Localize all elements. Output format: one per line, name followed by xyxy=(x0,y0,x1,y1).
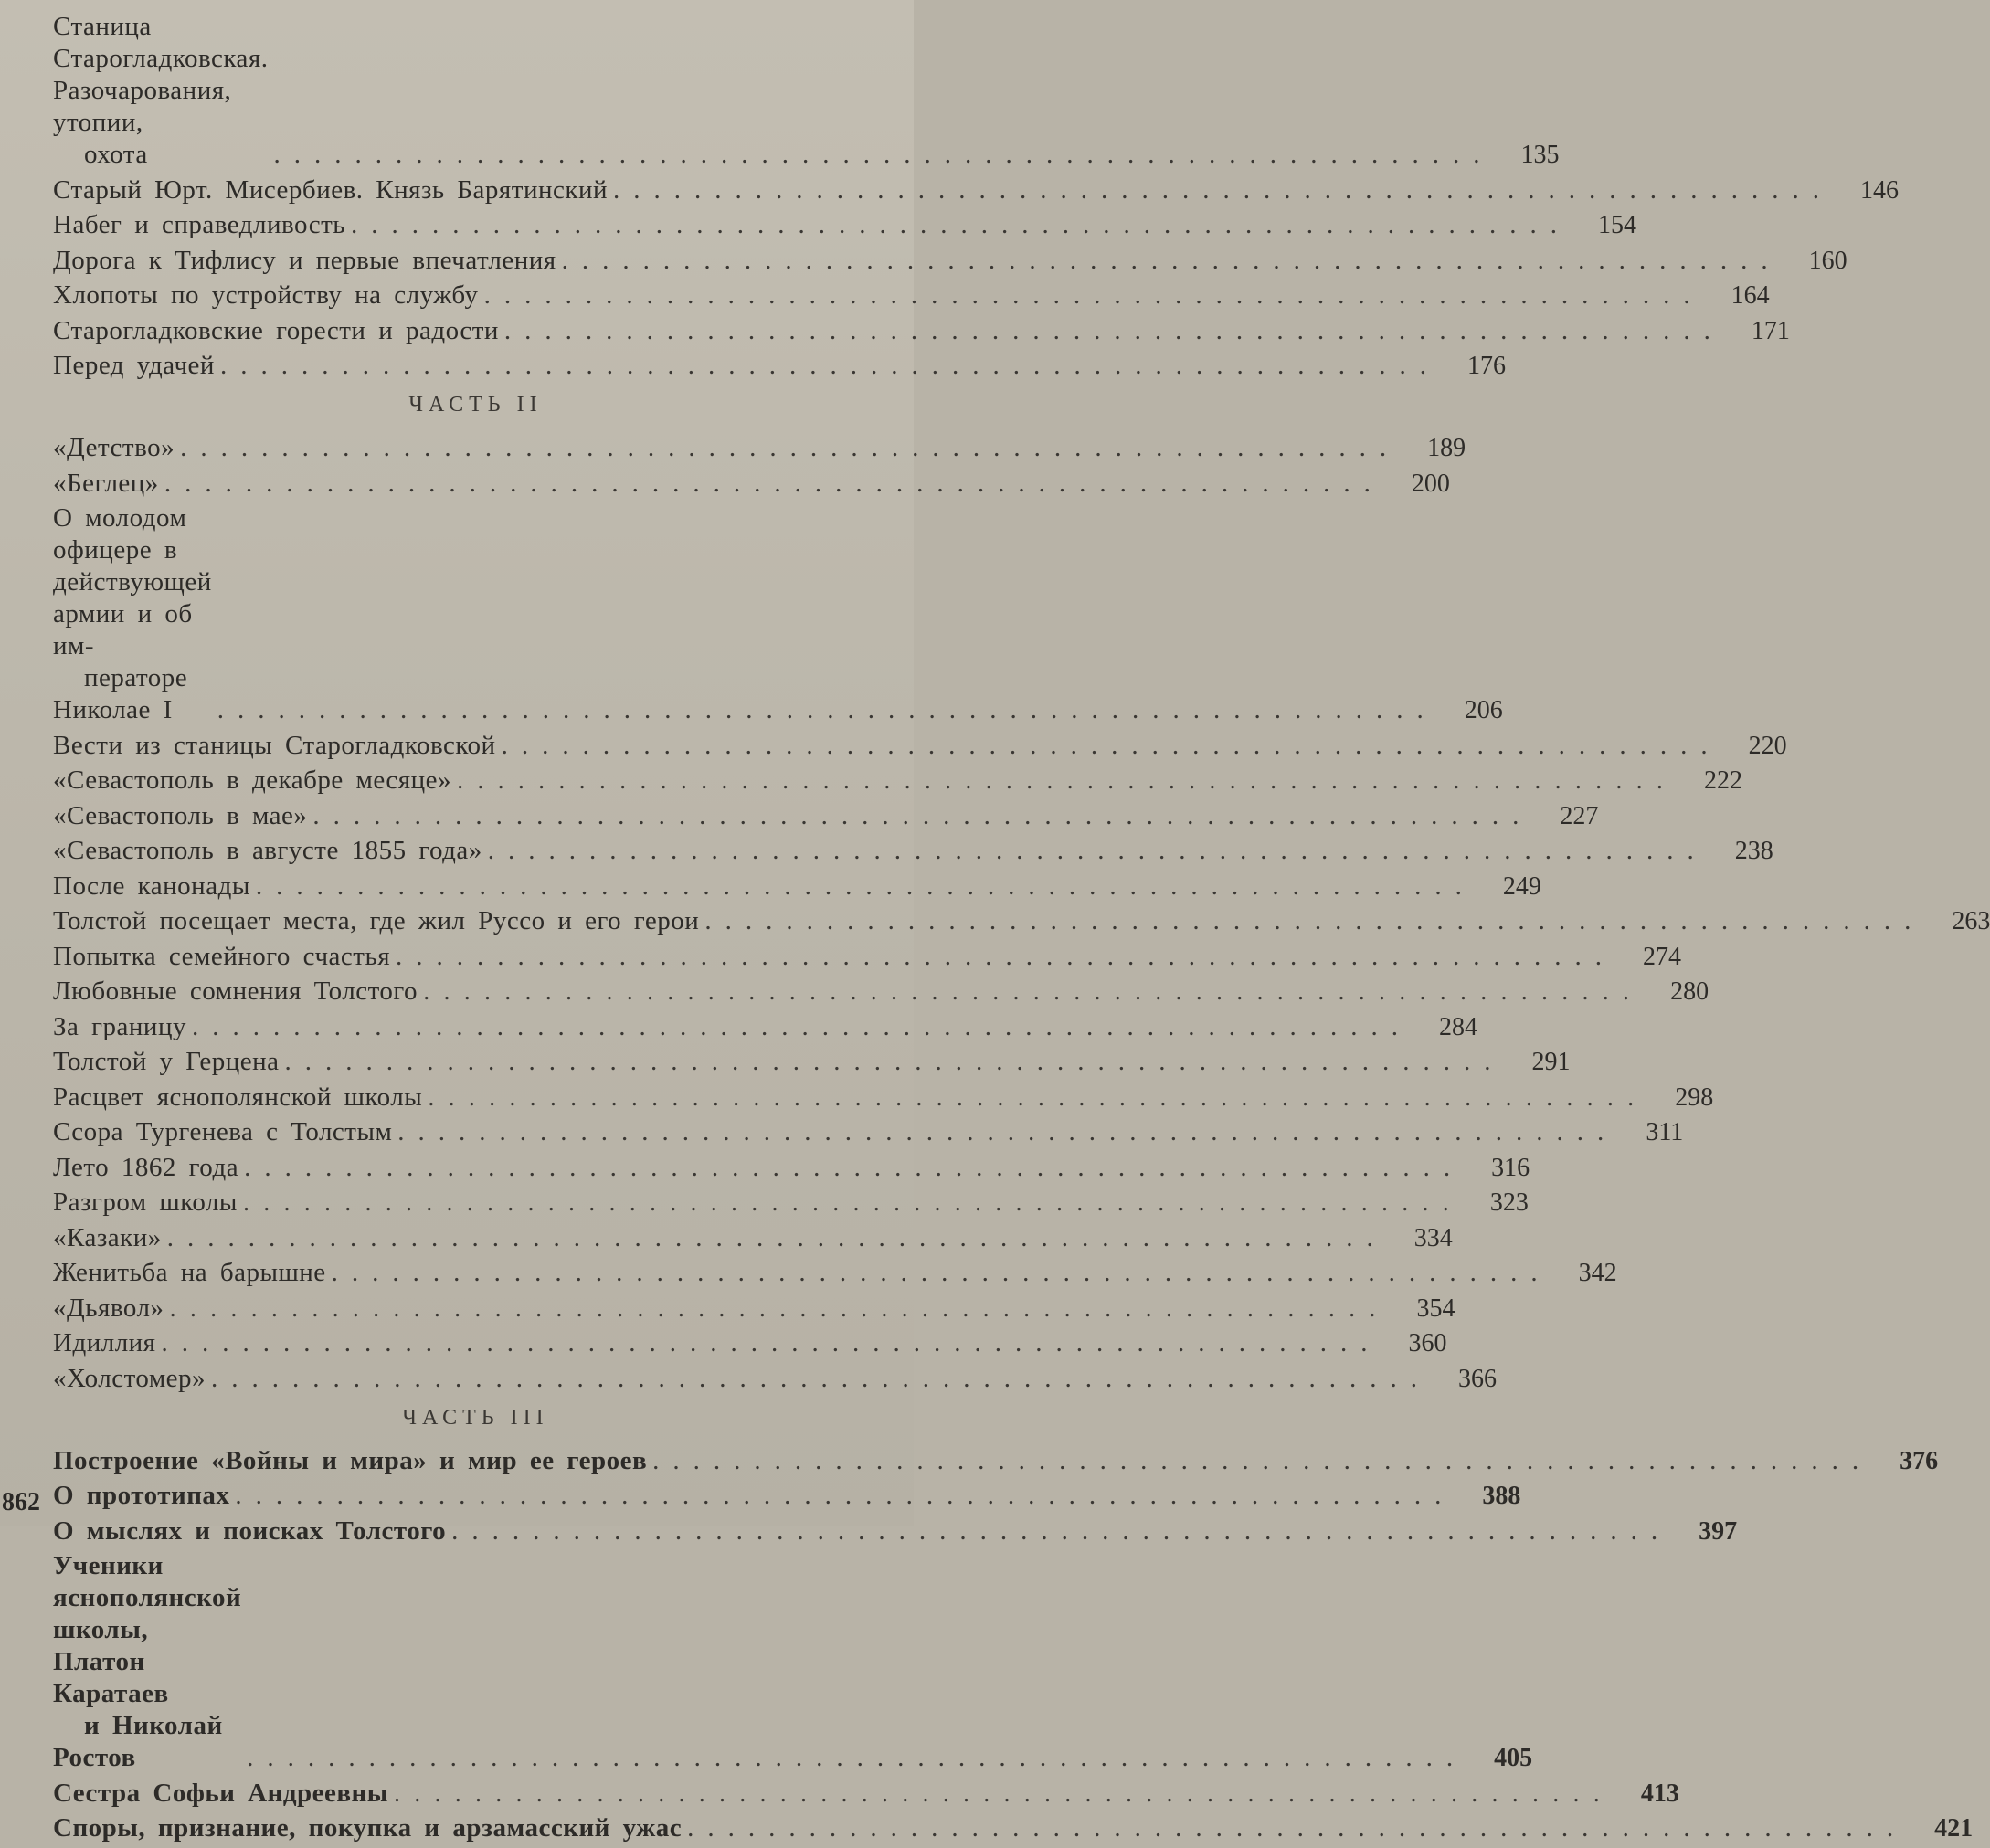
toc-entry-page: 388 xyxy=(1482,1482,1521,1510)
leader-dots: ............................................................ xyxy=(284,1047,1505,1076)
leader-dots: ............................................................ xyxy=(501,730,1721,760)
toc-entry-title-line1: О молодом офицере в действующей армии и об им- xyxy=(53,503,212,660)
toc-entry-page: 298 xyxy=(1675,1082,1714,1112)
toc-entry-title: Споры, признание, покупка и арзамасский ужас xyxy=(53,1813,683,1843)
toc-entry-title: Перед удачей xyxy=(53,351,215,380)
toc-entry xyxy=(53,432,1466,464)
toc-entry-page: 160 xyxy=(1808,246,1847,275)
toc-entry xyxy=(53,835,1773,867)
toc-entry-title: О прототипах xyxy=(53,1481,230,1510)
toc-entry-title: Построение «Войны и мира» и мир ее героев xyxy=(53,1445,648,1475)
table-of-contents xyxy=(53,11,1990,1848)
toc-entry-title: Старогладковские горести и радости xyxy=(53,315,499,345)
toc-entry xyxy=(53,1011,1477,1043)
leader-dots: ............................................................ xyxy=(451,1515,1672,1546)
leader-dots: ............................................................ xyxy=(217,695,1437,724)
toc-entry-title: «Дьявол» xyxy=(53,1293,164,1323)
toc-entry-title-line2: охота xyxy=(84,140,148,169)
toc-entry-title: «Севастополь в декабре месяце» xyxy=(53,766,452,795)
toc-entry-page: 135 xyxy=(1520,141,1560,169)
toc-entry-title: Идиллия xyxy=(53,1328,156,1357)
leader-dots: ............................................................ xyxy=(397,1117,1618,1146)
toc-entry-page: 311 xyxy=(1646,1118,1684,1146)
leader-dots: ............................................................ xyxy=(331,1258,1551,1287)
leader-dots: ............................................................ xyxy=(211,1363,1432,1393)
toc-entry-page: 206 xyxy=(1464,696,1503,724)
toc-entry xyxy=(53,280,1770,312)
toc-entry xyxy=(53,1046,1571,1078)
toc-entry-page: 397 xyxy=(1699,1516,1738,1546)
toc-entry-page: 342 xyxy=(1578,1259,1617,1287)
leader-dots: ............................................................ xyxy=(483,280,1704,310)
toc-entry-title: «Севастополь в мае» xyxy=(53,800,308,830)
leader-dots: ............................................................ xyxy=(503,315,1724,345)
toc-entry xyxy=(53,905,1990,937)
toc-entry-title: Вести из станицы Старогладковской xyxy=(53,730,496,760)
toc-entry-page: 220 xyxy=(1748,731,1787,760)
leader-dots: ............................................................ xyxy=(704,906,1925,935)
toc-entry-title-line1: Ученики яснополянской школы, Платон Каратаев xyxy=(53,1551,242,1708)
toc-entry-page: 366 xyxy=(1458,1364,1498,1393)
part-heading: ЧАСТЬ III xyxy=(402,1405,549,1430)
toc-entry-title: Расцвет яснополянской школы xyxy=(53,1082,423,1112)
toc-entry-title: Сестра Софьи Андреевны xyxy=(53,1778,388,1808)
toc-entry xyxy=(53,315,1790,347)
toc-entry xyxy=(53,468,1450,500)
toc-entry-title: «Холстомер» xyxy=(53,1363,206,1393)
toc-entry-page: 413 xyxy=(1640,1779,1679,1808)
leader-dots: ............................................................ xyxy=(255,871,1476,901)
toc-entry xyxy=(53,502,1503,726)
toc-entry xyxy=(53,730,1787,762)
toc-entry-title: «Детство» xyxy=(53,433,175,462)
toc-entry-page: 227 xyxy=(1560,801,1599,830)
toc-entry xyxy=(53,1550,1533,1774)
toc-entry-title: Лето 1862 года xyxy=(53,1152,239,1182)
toc-entry xyxy=(53,1116,1684,1148)
toc-entry xyxy=(53,1480,1521,1512)
leader-dots: ............................................................ xyxy=(612,174,1833,205)
toc-entry-page: 171 xyxy=(1751,316,1790,345)
toc-entry-page: 164 xyxy=(1731,281,1770,310)
toc-entry-page: 354 xyxy=(1416,1294,1455,1323)
toc-entry xyxy=(53,1293,1455,1325)
toc-entry-title: Хлопоты по устройству на службу xyxy=(53,280,479,310)
toc-entry-page: 222 xyxy=(1704,766,1743,795)
leader-dots: ............................................................ xyxy=(242,1188,1463,1217)
toc-entry-page: 280 xyxy=(1670,977,1709,1006)
leader-dots: ............................................................ xyxy=(350,210,1571,239)
toc-entry xyxy=(53,1812,1974,1844)
toc-entry-title: Старый Юрт. Мисербиев. Князь Барятинский xyxy=(53,174,608,205)
leader-dots: ............................................................ xyxy=(561,245,1782,275)
leader-dots: ............................................................ xyxy=(191,1011,1412,1041)
toc-entry-page: 405 xyxy=(1494,1744,1533,1772)
toc-entry-title: Толстой у Герцена xyxy=(53,1047,280,1076)
leader-dots: ............................................................ xyxy=(164,468,1384,498)
leader-dots: ............................................................ xyxy=(244,1152,1465,1182)
leader-dots: ............................................................ xyxy=(180,433,1401,462)
toc-entry xyxy=(53,941,1682,973)
toc-entry-title-line2: ператоре Николае I xyxy=(53,663,188,724)
leader-dots: ............................................................ xyxy=(487,836,1708,865)
toc-entry xyxy=(53,976,1709,1008)
toc-entry-page: 249 xyxy=(1502,871,1541,901)
toc-entry-title: После канонады xyxy=(53,871,250,901)
toc-entry-title: Набег и справедливость xyxy=(53,210,345,239)
leader-dots: ............................................................ xyxy=(396,941,1616,971)
toc-entry xyxy=(53,350,1506,382)
toc-entry-title: Толстой посещает места, где жил Руссо и его герои xyxy=(53,906,700,935)
leader-dots: ............................................................ xyxy=(273,140,1494,169)
toc-entry xyxy=(53,1327,1447,1359)
toc-entry-page: 291 xyxy=(1531,1048,1571,1076)
toc-entry xyxy=(53,1187,1529,1219)
toc-entry-title: «Севастополь в августе 1855 года» xyxy=(53,836,482,865)
toc-entry-title-line1: Станица Старогладковская. Разочарования, утопии, xyxy=(53,12,269,137)
toc-entry xyxy=(53,1082,1714,1114)
leader-dots: ............................................................ xyxy=(428,1082,1648,1112)
toc-entry-title: Разгром школы xyxy=(53,1188,238,1217)
toc-entry xyxy=(53,1515,1738,1547)
toc-entry-page: 263 xyxy=(1952,907,1990,935)
toc-entry-title: «Беглец» xyxy=(53,468,159,498)
toc-entry-title: Женитьба на барышне xyxy=(53,1258,326,1287)
leader-dots: ............................................................ xyxy=(161,1328,1381,1357)
toc-entry-title: Дорога к Тифлису и первые впечатления xyxy=(53,245,556,275)
toc-entry-title: За границу xyxy=(53,1011,186,1041)
toc-entry xyxy=(53,1257,1617,1289)
toc-entry-title: О мыслях и поисках Толстого xyxy=(53,1515,447,1546)
leader-dots: ............................................................ xyxy=(166,1222,1387,1252)
toc-entry-page: 238 xyxy=(1734,837,1773,865)
leader-dots: ............................................................ xyxy=(219,351,1440,380)
toc-entry xyxy=(53,800,1599,832)
toc-entry xyxy=(53,245,1847,277)
toc-entry xyxy=(53,209,1636,241)
leader-dots: ............................................................ xyxy=(312,800,1533,830)
toc-entry-title-line2: и Николай Ростов xyxy=(53,1711,223,1772)
toc-entry-page: 360 xyxy=(1408,1329,1447,1357)
toc-entry-page: 146 xyxy=(1859,175,1899,205)
toc-entry-page: 200 xyxy=(1411,469,1450,498)
toc-entry xyxy=(53,1152,1530,1184)
toc-entry-title: Любовные сомнения Толстого xyxy=(53,977,418,1006)
leader-dots: ............................................................ xyxy=(457,766,1678,795)
page-number: 862 xyxy=(2,1488,40,1516)
leader-dots: ............................................................ xyxy=(652,1445,1873,1475)
leader-dots: ............................................................ xyxy=(423,977,1644,1006)
toc-entry-page: 176 xyxy=(1466,352,1506,380)
toc-entry-page: 376 xyxy=(1900,1446,1939,1475)
toc-entry-page: 154 xyxy=(1597,211,1636,239)
leader-dots: ............................................................ xyxy=(169,1293,1390,1323)
toc-entry-title: Попытка семейного счастья xyxy=(53,941,391,971)
toc-entry xyxy=(53,1363,1498,1395)
leader-dots: ............................................................ xyxy=(235,1481,1455,1510)
toc-entry-page: 421 xyxy=(1934,1814,1974,1843)
toc-entry-title: «Казаки» xyxy=(53,1222,162,1252)
toc-entry-title: Ссора Тургенева с Толстым xyxy=(53,1117,393,1146)
toc-entry xyxy=(53,871,1541,903)
leader-dots: ............................................................ xyxy=(247,1743,1467,1772)
toc-entry-page: 323 xyxy=(1489,1188,1529,1217)
toc-entry-page: 316 xyxy=(1491,1153,1530,1182)
leader-dots: ............................................................ xyxy=(393,1778,1614,1808)
part-heading: ЧАСТЬ II xyxy=(408,393,543,417)
toc-entry xyxy=(53,1222,1453,1254)
toc-entry-page: 284 xyxy=(1438,1012,1477,1041)
leader-dots: ............................................................ xyxy=(687,1813,1908,1843)
toc-entry xyxy=(53,1445,1939,1477)
toc-entry xyxy=(53,1778,1679,1810)
toc-entry-page: 274 xyxy=(1643,942,1682,971)
toc-entry-page: 334 xyxy=(1413,1223,1453,1252)
toc-entry xyxy=(53,11,1560,171)
toc-entry xyxy=(53,174,1899,206)
toc-entry-page: 189 xyxy=(1427,434,1466,462)
toc-entry xyxy=(53,765,1743,797)
